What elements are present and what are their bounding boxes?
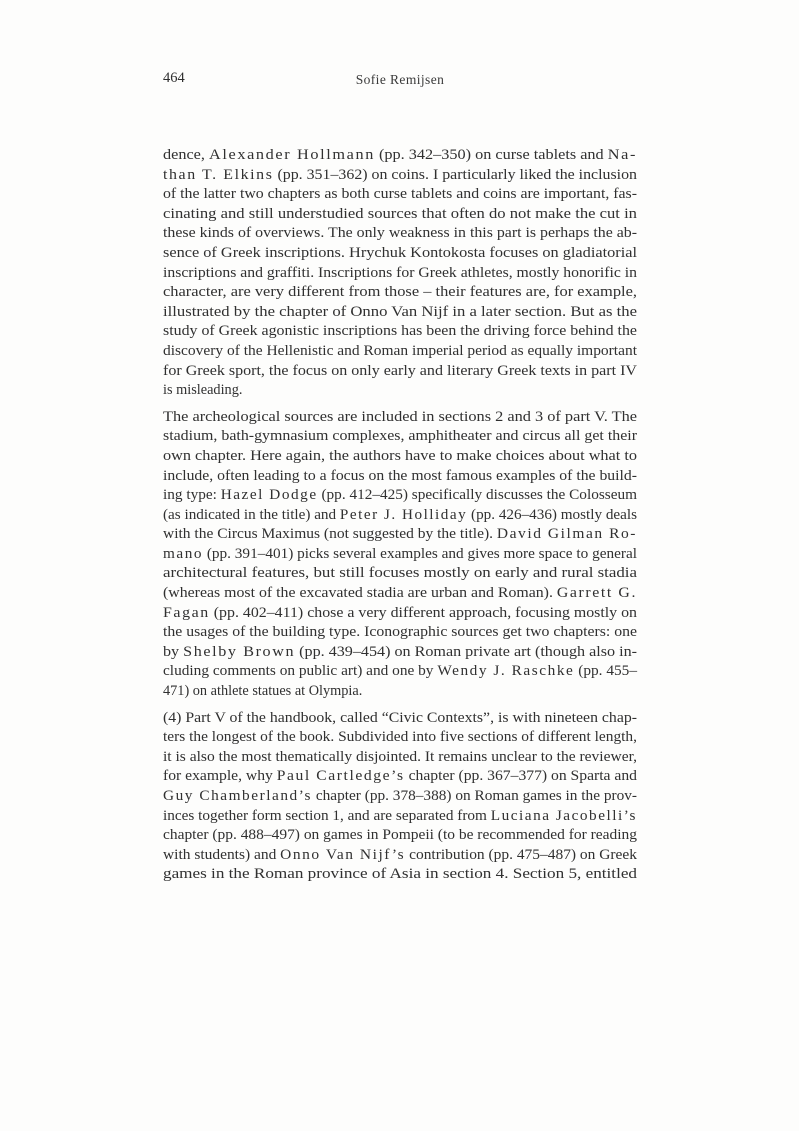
text-line: with students) and Onno Van Nijf’s contribution (pp. 475–487) on Greek <box>163 846 637 863</box>
text-line: character, are very different from those – their features are, for example, <box>163 284 637 301</box>
text-line: (as indicated in the title) and Peter J. Holliday (pp. 426–436) mostly deals <box>163 506 637 523</box>
text-line: Guy Chamberland’s chapter (pp. 378–388) on Roman games in the prov- <box>163 788 637 804</box>
text-line: cinating and still understudied sources that often do not make the cut in <box>163 205 637 222</box>
author-name: Alexander Hollmann <box>209 147 375 163</box>
text-line: stadium, bath-gymnasium complexes, amphitheater and circus all get their <box>163 428 637 445</box>
text-line: games in the Roman province of Asia in section 4. Section 5, entitled <box>163 866 637 883</box>
running-header: Sofie Remijsen <box>355 72 445 87</box>
page-number: 464 <box>163 70 185 86</box>
text-line: for Greek sport, the focus on only early and literary Greek texts in part IV <box>163 362 637 379</box>
text-line: own chapter. Here again, the authors have to make choices about what to <box>163 447 637 464</box>
text-line: mano (pp. 391–401) picks several examples and gives more space to general <box>163 545 637 562</box>
author-name: Luciana Jacobelli’s <box>490 807 637 824</box>
author-name: Guy Chamberland’s <box>163 788 312 804</box>
text-line: inscriptions and graffiti. Inscriptions for Greek athletes, mostly honorific in <box>163 264 637 281</box>
text-line: include, often leading to a focus on the most famous examples of the build- <box>163 467 637 484</box>
author-name: Fagan <box>163 604 210 621</box>
text-line: illustrated by the chapter of Onno Van Nijf in a later section. But as the <box>163 303 637 320</box>
paragraph <box>163 408 637 702</box>
text-line: it is also the most thematically disjointed. It remains unclear to the reviewer, <box>163 748 637 765</box>
text-line: (4) Part V of the handbook, called “Civic Contexts”, is with nineteen chap- <box>163 709 637 726</box>
text-line: of the latter two chapters as both curse tablets and coins are important, fas- <box>163 186 637 203</box>
text-line: than T. Elkins (pp. 351–362) on coins. I particularly liked the inclusion <box>163 166 637 183</box>
text-line: architectural features, but still focuses mostly on early and rural stadia <box>163 565 637 582</box>
paragraph <box>163 709 637 885</box>
text-line: ters the longest of the book. Subdivided into five sections of different length, <box>163 729 637 746</box>
author-name: mano <box>163 545 204 562</box>
author-name: Garrett G. <box>556 585 637 602</box>
author-name: Wendy J. Raschke <box>437 663 575 680</box>
text-line: study of Greek agonistic inscriptions has been the driving force behind the <box>163 323 637 340</box>
text-line: for example, why Paul Cartledge’s chapter (pp. 367–377) on Sparta and <box>163 768 637 785</box>
text-line: by Shelby Brown (pp. 439–454) on Roman private art (though also in- <box>163 643 637 660</box>
text-line: cluding comments on public art) and one by Wendy J. Raschke (pp. 455– <box>163 663 637 680</box>
text-line: dence, Alexander Hollmann (pp. 342–350) on curse tablets and Na- <box>163 147 637 163</box>
author-name: Onno Van Nijf’s <box>280 846 406 863</box>
text-line: is misleading. <box>163 382 243 399</box>
text-line: (whereas most of the excavated stadia are urban and Roman). Garrett G. <box>163 585 637 602</box>
page-header <box>163 70 637 90</box>
text-line: these kinds of overviews. The only weakness in this part is perhaps the ab- <box>163 225 637 242</box>
paragraph <box>163 146 637 401</box>
text-line: inces together form section 1, and are separated from Luciana Jacobelli’s <box>163 807 637 824</box>
text-line: chapter (pp. 488–497) on games in Pompeii (to be recommended for reading <box>163 827 637 844</box>
text-line: 471) on athlete statues at Olympia. <box>163 683 363 700</box>
author-name: than T. Elkins <box>163 166 274 183</box>
author-name: David Gilman Ro- <box>496 526 637 543</box>
author-name: Na- <box>607 147 637 163</box>
text-block <box>163 146 637 885</box>
author-name: Hazel Dodge <box>220 487 318 504</box>
author-name: Paul Cartledge’s <box>276 768 405 785</box>
author-name: Peter J. Holliday <box>339 506 468 523</box>
text-line: with the Circus Maximus (not suggested by the title). David Gilman Ro- <box>163 526 637 543</box>
text-line: the usages of the building type. Iconographic sources get two chapters: one <box>163 624 637 641</box>
author-name: Shelby Brown <box>183 643 296 660</box>
text-line: The archeological sources are included in sections 2 and 3 of part V. The <box>163 408 637 425</box>
text-line: ing type: Hazel Dodge (pp. 412–425) specifically discusses the Colosseum <box>163 487 637 504</box>
text-line: sence of Greek inscriptions. Hrychuk Kontokosta focuses on gladiatorial <box>163 244 637 261</box>
text-line: Fagan (pp. 402–411) chose a very different approach, focusing mostly on <box>163 604 637 621</box>
text-line: discovery of the Hellenistic and Roman imperial period as equally important <box>163 342 637 359</box>
